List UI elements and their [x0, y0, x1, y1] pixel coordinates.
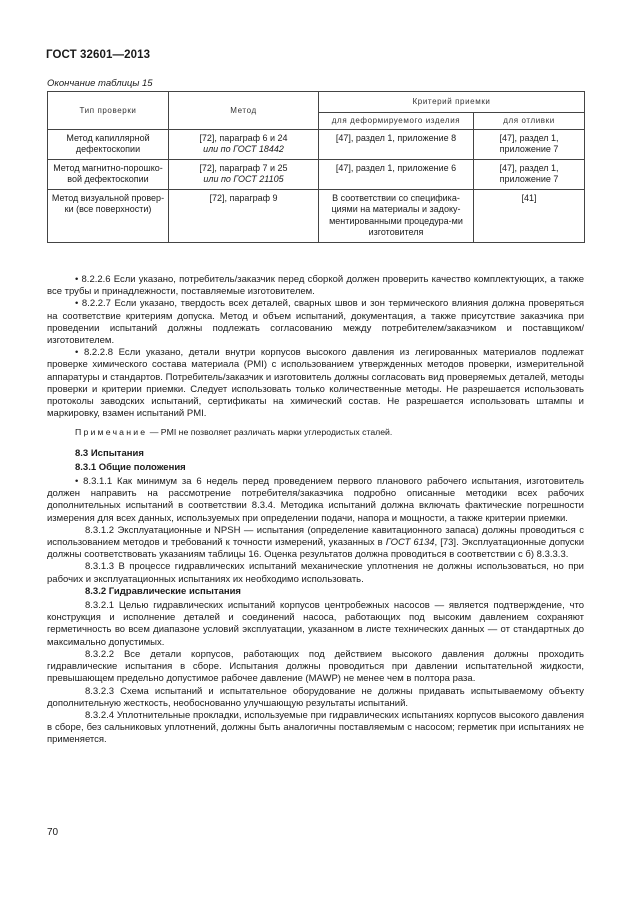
cell-type: Метод визуальной провер-ки (все поверхности)	[48, 189, 169, 242]
table-row	[48, 189, 585, 242]
table-caption: Окончание таблицы 15	[47, 78, 153, 89]
paragraph-8-3-1-3: 8.3.1.3 В процессе гидравлических испытаний механические уплотнения не должны использоваться, но при рабочих и эксплуатационных испытаниях их необходимо использовать.	[47, 561, 584, 585]
paragraph-8-3-1-2	[47, 525, 584, 562]
cell-type: Метод капиллярной дефектоскопии	[48, 129, 169, 159]
header-method: Метод	[169, 92, 319, 130]
cell-method	[169, 159, 319, 189]
section-heading-8-3-1: 8.3.1 Общие положения	[75, 461, 186, 473]
cell-deformed: В соответствии со специфика-циями на материалы и задоку-ментированными процедура-ми изготовителя	[319, 189, 474, 242]
table-row	[48, 159, 585, 189]
paragraph-8-3-1-2-end: , [73]. Эксплуатационные допуски должны соответствовать указаниям таблицы 16. Оценка результатов должна проводиться в соответствии с б) 8.3.3.3.	[47, 537, 585, 561]
note-label: Примечание	[75, 427, 148, 438]
method-alt: или по ГОСТ 21105	[203, 174, 284, 184]
section-heading-8-3-2: 8.3.2 Гидравлические испытания	[85, 585, 241, 597]
method-main: [72], параграф 6 и 24	[199, 132, 288, 143]
gost-reference: ГОСТ 6134	[385, 537, 435, 549]
paragraph-8-3-1-2-start: 8.3.1.2 Эксплуатационные и NPSH — испытания (определение кавитационного запаса) должны проводиться с использованием методов и требований к точности измерений, указанных в	[47, 524, 584, 549]
method-main: [72], параграф 9	[209, 192, 278, 203]
body-text	[47, 274, 584, 747]
cell-casting: [41]	[474, 189, 585, 242]
cell-casting: [47], раздел 1, приложение 7	[474, 129, 585, 159]
cell-casting: [47], раздел 1, приложение 7	[474, 159, 585, 189]
method-main: [72], параграф 7 и 25	[199, 162, 288, 173]
paragraph-8-2-2-8: • 8.2.2.8 Если указано, детали внутри корпусов высокого давления из легированных материалов подлежат проверке химического состава материала (PMI) с использованием утвержденных методов проверки, измерительной аппаратуры и стандартов. Потребитель/заказчик и изготовитель должны согласовать вид проверяемых деталей, методы проверки и критерии приемки. Следует использовать только количественные методы. Не разрешается использовать протоколы заводских испытаний, сертификаты на химический состав. Не разрешается использовать штампы и маркировку, взамен испытаний PMI.	[47, 347, 584, 420]
paragraph-8-3-2-3: 8.3.2.3 Схема испытаний и испытательное оборудование не должны придавать испытываемому объекту дополнительную жесткость, необоснованно улучшающую результаты испытаний.	[47, 685, 584, 709]
section-heading-8-3: 8.3 Испытания	[75, 447, 144, 459]
header-type: Тип проверки	[48, 92, 169, 130]
subheader-deformed: для деформируемого изделия	[319, 113, 474, 130]
cell-deformed: [47], раздел 1, приложение 8	[319, 129, 474, 159]
table-15	[47, 91, 585, 243]
table-header-row	[48, 92, 585, 113]
method-alt: или по ГОСТ 18442	[203, 144, 284, 154]
paragraph-8-3-2-1: 8.3.2.1 Целью гидравлических испытаний корпусов центробежных насосов — является подтверждение, что конструкция и исполнение деталей и соединений насоса, работающих под высоким давлением сохраняют герметичность во всем диапазоне условий эксплуатации, указанном в листе технических данных — от стандартных до максимально допустимых.	[47, 600, 584, 648]
document-id: ГОСТ 32601—2013	[46, 49, 151, 61]
paragraph-8-3-2-2: 8.3.2.2 Все детали корпусов, работающих под действием высокого давления должны проходить гидравлические испытания в сборе. Испытания должны проводиться при давлении испытательной жидкости, превышающем предельно допустимое рабочее давление (MAWP) не менее чем в полтора раза.	[47, 648, 584, 685]
page-number: 70	[47, 827, 59, 838]
cell-method	[169, 189, 319, 242]
note	[47, 426, 584, 438]
cell-method	[169, 129, 319, 159]
note-text: — PMI не позволяет различать марки углеродистых сталей.	[147, 427, 393, 438]
paragraph-8-3-1-1: • 8.3.1.1 Как минимум за 6 недель перед проведением первого планового рабочего испытания, изготовитель должен направить на рассмотрение потребителя/заказчика подробно описанные методики всех рабочих дополнительных испытаний в соответствии 8.3.4. Методика испытаний должна включать фактические погрешности измерения для всех данных, используемых при определении подачи, напора и мощности, а также критерии приемки.	[47, 476, 584, 524]
paragraph-8-2-2-7: • 8.2.2.7 Если указано, твердость всех деталей, сварных швов и зон термического влияния должна проверяться на соответствие критериям допуска. Метод и объем испытаний, документация, а также присутствие заказчика при проведении испытаний должны подлежать согласованию между потребителем/заказчиком и поставщиком/изготовителем.	[47, 298, 584, 347]
cell-deformed: [47], раздел 1, приложение 6	[319, 159, 474, 189]
cell-type: Метод магнитно-порошко-вой дефектоскопии	[48, 159, 169, 189]
paragraph-8-2-2-6: • 8.2.2.6 Если указано, потребитель/заказчик перед сборкой должен проверить качество комплектующих, а также все трубы и принадлежности, поставляемые изготовителем.	[47, 274, 584, 298]
subheader-casting: для отливки	[474, 113, 585, 130]
header-criteria: Критерий приемки	[319, 92, 585, 113]
paragraph-8-3-2-4: 8.3.2.4 Уплотнительные прокладки, используемые при гидравлических испытаниях корпусов высокого давления в сборе, без сальниковых уплотнений, должны быть аналогичны поставляемым с насосом; герметик при испытаниях не применяется.	[47, 709, 584, 746]
table-row	[48, 129, 585, 159]
